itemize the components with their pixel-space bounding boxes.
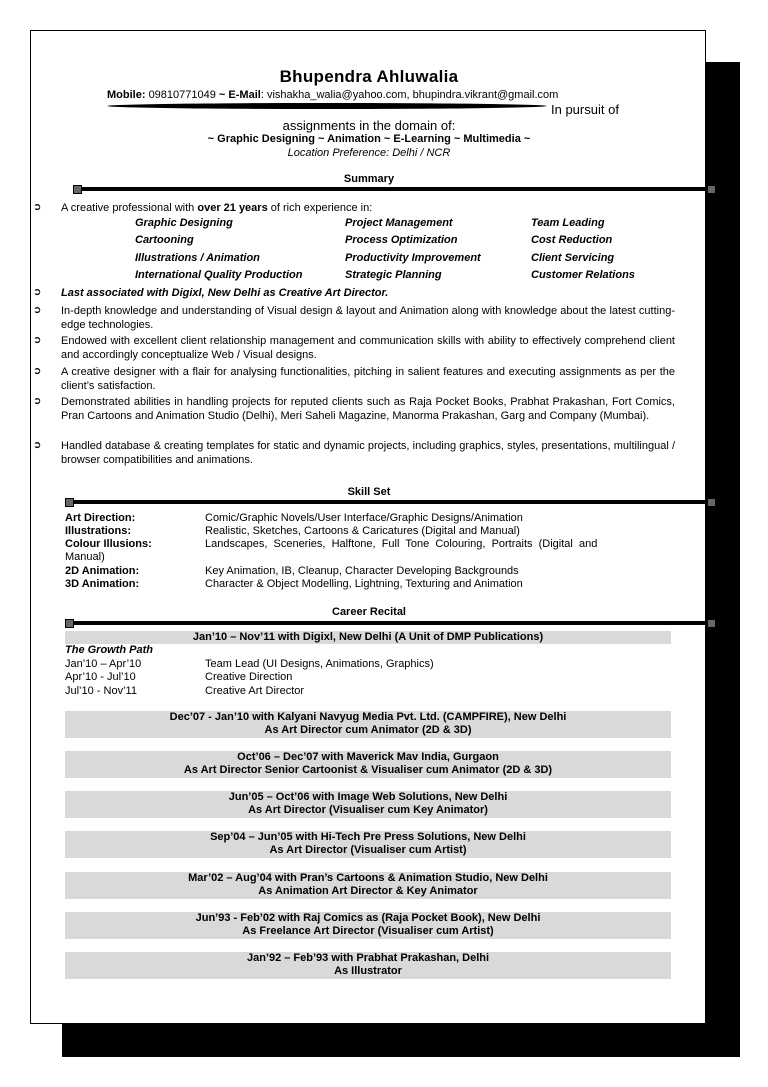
arrow-bullet-icon: ➲ — [33, 305, 42, 316]
skill-value: Key Animation, IB, Cleanup, Character Developing Backgrounds — [205, 565, 519, 577]
growth-period: Apr’10 - Jul’10 — [65, 671, 136, 683]
skill-label: Illustrations: — [65, 525, 132, 537]
last-associated: ➲ Last associated with Digixl, New Delhi as Creative Art Director. — [33, 287, 389, 299]
job-period-company: Mar’02 – Aug’04 with Pran’s Cartoons & Animation Studio, New Delhi — [188, 872, 548, 884]
core-skill: Productivity Improvement — [345, 252, 481, 264]
skill-value: Character & Object Modelling, Lightning, Texturing and Animation — [205, 578, 523, 590]
job-period-company: Oct’06 – Dec’07 with Maverick Mav India, Gurgaon — [237, 751, 499, 763]
mobile-number: 09810771049 — [148, 89, 216, 101]
skill-label: 2D Animation: — [65, 565, 140, 577]
job-role: As Art Director (Visualiser cum Key Animator) — [248, 804, 488, 816]
domains-line: ~ Graphic Designing ~ Animation ~ E-Learning ~ Multimedia ~ — [207, 133, 531, 145]
job-entry — [65, 791, 671, 818]
job-entry — [65, 711, 671, 738]
job-entry — [65, 751, 671, 778]
core-skill: Cost Reduction — [531, 234, 613, 246]
summary-bullet: ➲ A creative designer with a flair for analysing functionalities, pitching in salient features and executing assignments as per the client’s satisfaction. — [33, 366, 675, 392]
growth-path-title: The Growth Path — [65, 644, 153, 656]
header-swoosh — [107, 103, 547, 109]
job-entry — [65, 952, 671, 979]
pursuit-line-2: assignments in the domain of: — [282, 118, 456, 133]
job-period-company: Jun’05 – Oct’06 with Image Web Solutions, New Delhi — [228, 791, 508, 803]
skill-label: Colour Illusions: — [65, 538, 152, 550]
core-skill: International Quality Production — [135, 269, 303, 281]
summary-rule — [73, 187, 707, 191]
growth-role: Creative Art Director — [205, 685, 305, 697]
skill-set-title: Skill Set — [347, 486, 391, 498]
summary-bullet: ➲ Demonstrated abilities in handling projects for reputed clients such as Raja Pocket Books, Prabhat Prakashan, Fort Comics, Pran Cartoons and Animation Studio (Delhi), Meri Saheli Magazine, Manorma Prakashan, Garg and Company (Mumbai). — [33, 396, 675, 422]
job-role: As Art Director cum Animator (2D & 3D) — [264, 724, 472, 736]
job-role: As Freelance Art Director (Visualiser cum Artist) — [242, 925, 494, 937]
career-rule — [65, 621, 707, 625]
growth-period: Jan’10 – Apr’10 — [65, 658, 142, 670]
growth-role: Creative Direction — [205, 671, 293, 683]
email-addresses: : vishakha_walia@yahoo.com, bhupindra.vikrant@gmail.com — [260, 89, 559, 101]
growth-role: Team Lead (UI Designs, Animations, Graphics) — [205, 658, 434, 670]
arrow-bullet-icon: ➲ — [33, 440, 42, 451]
job-period-company: Jan’92 – Feb’93 with Prabhat Prakashan, Delhi — [246, 952, 490, 964]
job-role: As Illustrator — [334, 965, 402, 977]
job-entry — [65, 872, 671, 899]
candidate-name: Bhupendra Ahluwalia — [279, 67, 459, 86]
job-entry — [65, 831, 671, 858]
career-title: Career Recital — [332, 606, 406, 618]
summary-title: Summary — [343, 173, 395, 185]
rule-knob-right — [707, 619, 716, 628]
summary-bullet: ➲ In-depth knowledge and understanding of Visual design & layout and Animation along with knowledge about the latest cutting-edge technologies. — [33, 305, 675, 331]
rule-knob-right — [707, 498, 716, 507]
core-skill: Project Management — [345, 217, 453, 229]
arrow-bullet-icon: ➲ — [33, 366, 42, 377]
arrow-bullet-icon: ➲ — [33, 335, 42, 346]
skill-value: Comic/Graphic Novels/User Interface/Graphic Designs/Animation — [205, 512, 523, 524]
core-skill: Strategic Planning — [345, 269, 442, 281]
job-role: As Art Director Senior Cartoonist & Visualiser cum Animator (2D & 3D) — [183, 764, 553, 776]
job-header: Jan’10 – Nov’11 with Digixl, New Delhi (A Unit of DMP Publications) — [65, 631, 671, 644]
arrow-bullet-icon: ➲ — [33, 396, 42, 407]
rule-knob-left — [73, 185, 82, 194]
skill-set-rule — [65, 500, 707, 504]
skill-value: Landscapes, Sceneries, Halftone, Full Tone Colouring, Portraits (Digital and — [205, 538, 598, 550]
arrow-bullet-icon: ➲ — [33, 287, 42, 298]
job-period-company: Sep’04 – Jun’05 with Hi-Tech Pre Press Solutions, New Delhi — [210, 831, 526, 843]
skill-label: Art Direction: — [65, 512, 136, 524]
summary-bullet: ➲ Endowed with excellent client relationship management and communication skills with ability to effectively comprehend client and accordingly conceptualize Web / Visual designs. — [33, 335, 675, 361]
job-entry — [65, 912, 671, 939]
core-skill: Process Optimization — [345, 234, 458, 246]
core-skill: Customer Relations — [531, 269, 635, 281]
skill-value: Realistic, Sketches, Cartoons & Caricatures (Digital and Manual) — [205, 525, 520, 537]
growth-period: Jul’10 - Nov’11 — [65, 685, 137, 697]
summary-bullet: ➲ Handled database & creating templates for static and dynamic projects, including graphics, styles, presentations, multilingual / browser compatibilities and animations. — [33, 440, 675, 466]
rule-knob-left — [65, 498, 74, 507]
skill-label: 3D Animation: — [65, 578, 140, 590]
core-skill: Client Servicing — [531, 252, 615, 264]
location-preference: Location Preference: Delhi / NCR — [287, 147, 451, 159]
job-role: As Animation Art Director & Key Animator — [258, 885, 478, 897]
core-skill: Team Leading — [531, 217, 605, 229]
job-role: As Art Director (Visualiser cum Artist) — [269, 844, 467, 856]
contact-line: Mobile: 09810771049 ~ E-Mail: vishakha_walia@yahoo.com, bhupindra.vikrant@gmail.com — [107, 89, 559, 101]
rule-knob-right — [707, 185, 716, 194]
job-period-company: Dec’07 - Jan’10 with Kalyani Navyug Media Pvt. Ltd. (CAMPFIRE), New Delhi — [169, 711, 567, 723]
arrow-bullet-icon: ➲ — [33, 202, 42, 213]
rule-knob-left — [65, 619, 74, 628]
core-skill: Illustrations / Animation — [135, 252, 260, 264]
page-shadow-right — [706, 62, 740, 1057]
page-shadow-bottom — [62, 1024, 740, 1057]
core-skill: Graphic Designing — [135, 217, 233, 229]
pursuit-line-1: In pursuit of — [551, 102, 619, 117]
resume-page — [30, 30, 706, 1024]
job-period-company: Jun’93 - Feb’02 with Raj Comics as (Raja Pocket Book), New Delhi — [195, 912, 541, 924]
core-skill: Cartooning — [135, 234, 194, 246]
skill-value-continued: Manual) — [65, 551, 105, 563]
summary-intro: ➲ A creative professional with over 21 years of rich experience in: — [33, 202, 373, 214]
